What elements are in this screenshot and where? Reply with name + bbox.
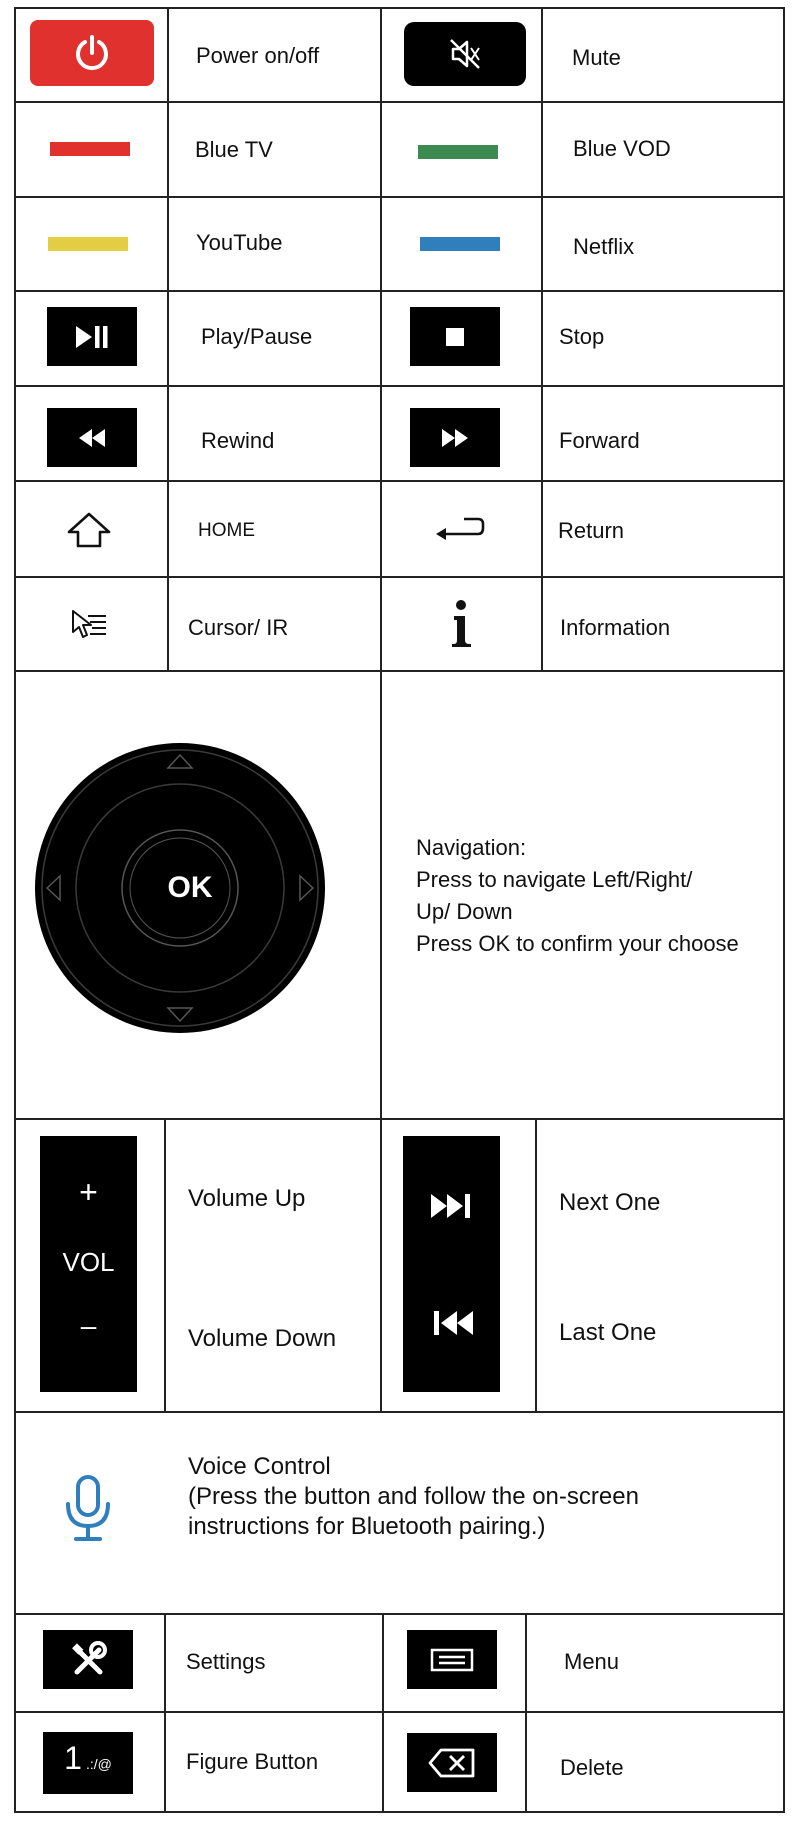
stop-icon (444, 326, 466, 348)
menu-icon (430, 1648, 474, 1672)
navigation-line: Up/ Down (416, 899, 513, 924)
skip-rocker[interactable] (403, 1136, 500, 1392)
settings-button[interactable] (43, 1630, 133, 1689)
ok-button[interactable]: OK (167, 871, 213, 904)
menu-label: Menu (564, 1649, 620, 1674)
blue-bar[interactable] (420, 237, 500, 251)
next-track-icon[interactable] (429, 1191, 475, 1221)
next-one-label: Next One (559, 1189, 661, 1216)
green-bar[interactable] (418, 145, 498, 159)
delete-button[interactable] (407, 1733, 497, 1792)
figure-button-sub: .:/@ (85, 1756, 112, 1772)
home-label: HOME (198, 520, 255, 541)
delete-label: Delete (560, 1755, 624, 1780)
cursor-label: Cursor/ IR (188, 615, 289, 640)
navigation-title: Navigation: (416, 835, 527, 860)
figure-button-label: Figure Button (186, 1749, 319, 1774)
power-button[interactable] (30, 20, 154, 86)
blue-vod-label: Blue VOD (573, 136, 671, 161)
volume-plus-icon[interactable]: + (79, 1174, 98, 1210)
last-one-label: Last One (559, 1319, 657, 1346)
cursor-icon[interactable] (70, 608, 110, 644)
netflix-label: Netflix (573, 234, 635, 259)
rewind-label: Rewind (201, 428, 275, 453)
navigation-line: Press OK to confirm your choose (416, 931, 739, 956)
delete-icon (427, 1747, 477, 1779)
figure-button[interactable] (43, 1732, 133, 1794)
vol-label: VOL (62, 1247, 115, 1277)
yellow-bar[interactable] (48, 237, 128, 251)
rewind-icon (75, 426, 109, 450)
voice-control-description (188, 1452, 639, 1542)
return-label: Return (558, 518, 625, 543)
microphone-icon[interactable] (58, 1474, 118, 1544)
youtube-label: YouTube (196, 230, 283, 255)
forward-icon (438, 426, 472, 450)
power-icon (72, 33, 112, 73)
volume-down-label: Volume Down (188, 1325, 337, 1352)
blue-tv-label: Blue TV (195, 137, 273, 162)
play-pause-button[interactable] (47, 307, 137, 366)
voice-control-line: (Press the button and follow the on-screen (188, 1483, 639, 1510)
return-icon[interactable] (434, 514, 486, 544)
info-icon[interactable] (446, 598, 476, 650)
settings-label: Settings (186, 1649, 266, 1674)
power-label: Power on/off (196, 43, 320, 68)
stop-label: Stop (559, 324, 605, 349)
menu-button[interactable] (407, 1630, 497, 1689)
navigation-line: Press to navigate Left/Right/ (416, 867, 693, 892)
volume-minus-icon[interactable]: – (80, 1310, 97, 1341)
red-bar[interactable] (50, 142, 130, 156)
forward-label: Forward (559, 428, 640, 453)
rewind-button[interactable] (47, 408, 137, 467)
mute-label: Mute (572, 45, 621, 70)
figure-button-main: 1 (64, 1740, 82, 1776)
navigation-description (416, 832, 739, 960)
volume-up-label: Volume Up (188, 1185, 306, 1212)
mute-button[interactable] (404, 22, 526, 86)
voice-control-line: instructions for Bluetooth pairing.) (188, 1513, 546, 1540)
mute-icon (445, 34, 485, 74)
previous-track-icon[interactable] (429, 1308, 475, 1338)
play-pause-label: Play/Pause (201, 324, 313, 349)
volume-rocker[interactable] (40, 1136, 137, 1392)
settings-icon (68, 1640, 108, 1680)
forward-button[interactable] (410, 408, 500, 467)
play-pause-icon (72, 323, 112, 351)
stop-button[interactable] (410, 307, 500, 366)
voice-control-title: Voice Control (188, 1453, 331, 1480)
information-label: Information (560, 615, 671, 640)
home-icon[interactable] (64, 510, 114, 550)
